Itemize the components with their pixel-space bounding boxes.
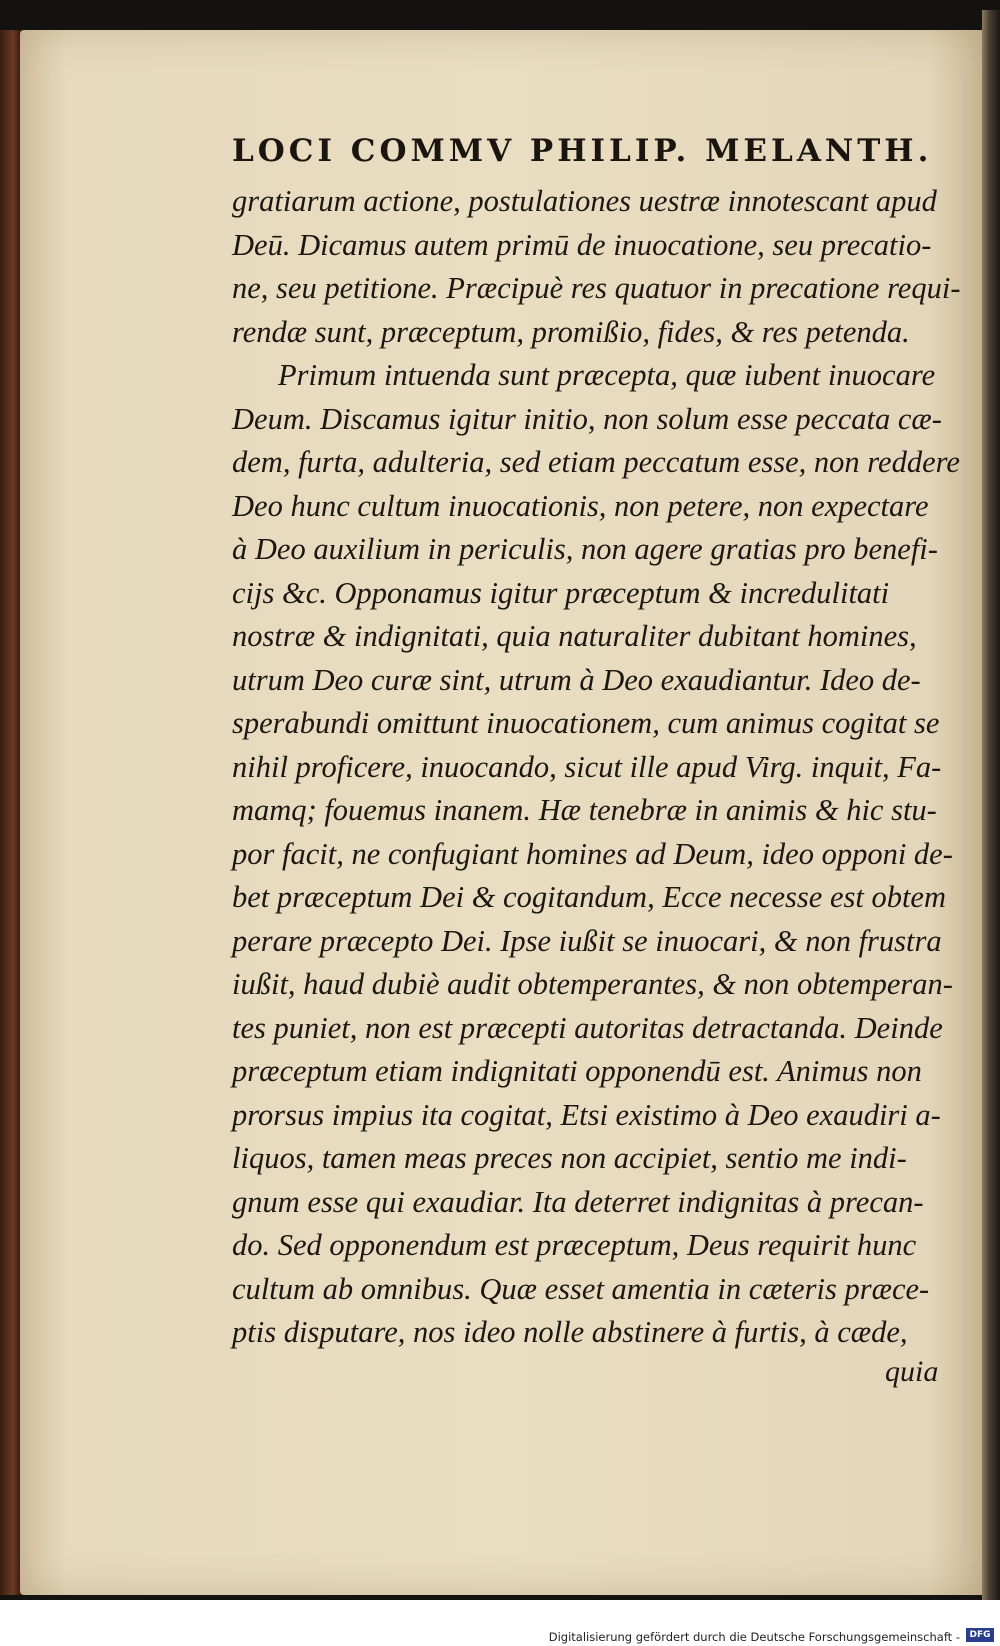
text-line: Deū. Dicamus autem primū de inuocatione, seu precatio- [232,227,932,262]
text-line: nostræ & indignitati, quia naturaliter dubitant homines, [232,619,917,653]
text-line: à Deo auxilium in periculis, non agere gratias pro benefi- [232,532,938,566]
text-line: tes puniet, non est præcepti autoritas detractanda. Deinde [232,1010,943,1045]
text-line: cultum ab omnibus. Quæ esset amentia in cæteris præce- [232,1271,930,1306]
text-line: Primum intuenda sunt præcepta, quæ iubent inuocare [278,358,936,392]
text-line: gratiarum actione, postulationes uestræ innotescant apud [232,184,937,218]
page-edge [982,10,1000,1610]
text-line: cijs &c. Opponamus igitur præceptum & incredulitati [232,575,890,610]
text-line: ptis disputare, nos ideo nolle abstinere à furtis, à cæde, [232,1315,908,1349]
text-line: iußit, haud dubiè audit obtemperantes, & non obtemperan- [232,967,953,1001]
text-line: bet præceptum Dei & cogitandum, Ecce necesse est obtem [232,880,946,914]
footer-credit: Digitalisierung gefördert durch die Deutsche Forschungsgemeinschaft - [548,1630,960,1644]
text-line: por facit, ne confugiant homines ad Deum, ideo opponi de- [232,836,953,871]
dfg-logo: DFG [966,1628,994,1642]
text-line: nihil proficere, inuocando, sicut ille apud Virg. inquit, Fa- [232,749,942,784]
text-line: prorsus impius ita cogitat, Etsi existimo à Deo exaudiri a- [232,1097,941,1132]
text-block [232,180,962,1355]
text-line: rendæ sunt, præceptum, promißio, fides, & res petenda. [232,314,910,349]
text-line: liquos, tamen meas preces non accipiet, sentio me indi- [232,1141,907,1175]
running-head: LOCI COMMV PHILIP. MELANTH. [232,133,933,169]
text-line: præceptum etiam indignitati opponendū est. Animus non [232,1054,922,1088]
catchword: quia [885,1355,939,1388]
text-line: do. Sed opponendum est præceptum, Deus requirit hunc [232,1228,917,1262]
text-line: dem, furta, adulteria, sed etiam peccatum esse, non reddere [232,445,960,479]
text-line: mamq; fouemus inanem. Hæ tenebræ in animis & hic stu- [232,793,937,827]
text-line: gnum esse qui exaudiar. Ita deterret indignitas à precan- [232,1184,924,1219]
text-line: Deo hunc cultum inuocationis, non petere, non expectare [232,488,929,523]
text-line: Deum. Discamus igitur initio, non solum esse peccata cæ- [232,401,942,436]
text-line: sperabundi omittunt inuocationem, cum animus cogitat se [232,706,940,740]
text-line: perare præcepto Dei. Ipse iußit se inuocari, & non frustra [232,923,942,958]
book-spine [0,30,22,1595]
text-line: utrum Deo curæ sint, utrum à Deo exaudiantur. Ideo de- [232,662,921,697]
text-line: ne, seu petitione. Præcipuè res quatuor in precatione requi- [232,271,961,305]
